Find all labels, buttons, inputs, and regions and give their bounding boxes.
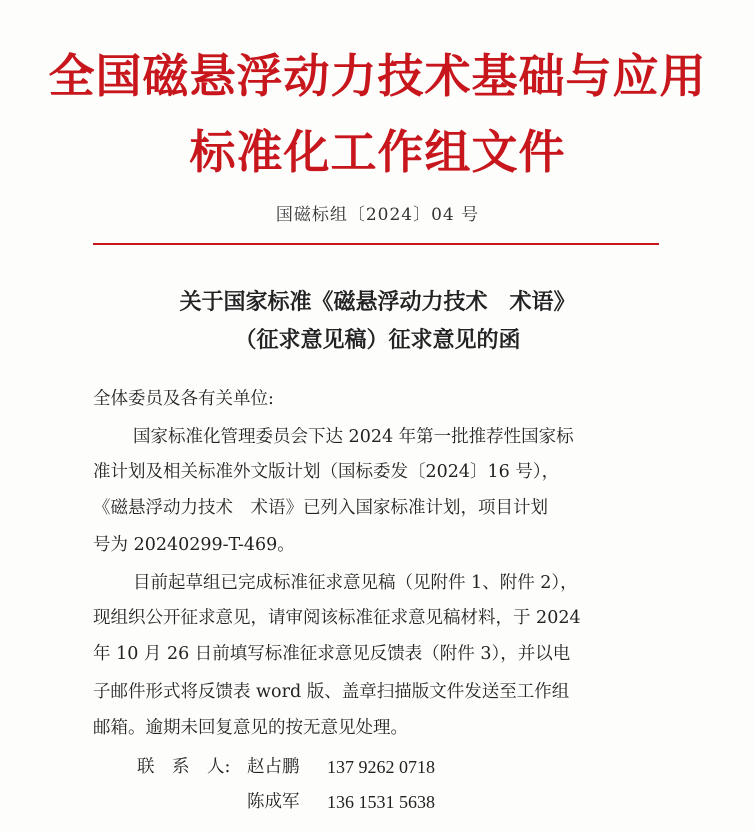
paragraph2-line: 年 10 月 26 日前填写标准征求意见反馈表（附件 3），并以电	[93, 644, 571, 664]
contact-name: 赵占鹏	[247, 757, 300, 777]
contact-phone: 137 9262 0718	[327, 757, 435, 777]
paragraph1-line: 国家标准化管理委员会下达 2024 年第一批推荐性国家标	[133, 427, 574, 447]
contact-label: 联 系 人:	[137, 757, 231, 777]
subject-line2: （征求意见稿）征求意见的函	[234, 328, 521, 353]
salutation: 全体委员及各有关单位:	[93, 389, 274, 409]
header-divider	[93, 243, 659, 245]
paragraph1-line: 号为 20240299-T-469。	[93, 535, 295, 555]
paragraph2-line: 现组织公开征求意见，请审阅该标准征求意见稿材料，于 2024	[93, 608, 581, 628]
subject-line1: 关于国家标准《磁悬浮动力技术 术语》	[179, 290, 576, 315]
document-header-title-line2: 标准化工作组文件	[189, 125, 566, 179]
contact-name: 陈成军	[247, 792, 300, 812]
paragraph2-line: 邮箱。逾期未回复意见的按无意见处理。	[93, 718, 408, 738]
paragraph1-line: 《磁悬浮动力技术 术语》已列入国家标准计划，项目计划	[93, 498, 548, 518]
paragraph2-line: 子邮件形式将反馈表 word 版、盖章扫描版文件发送至工作组	[93, 682, 570, 702]
document-number: 国磁标组〔2024〕04 号	[275, 205, 480, 225]
paragraph1-line: 准计划及相关标准外文版计划（国标委发〔2024〕16 号），	[93, 462, 560, 482]
contact-phone: 136 1531 5638	[327, 792, 435, 812]
paragraph2-line: 目前起草组已完成标准征求意见稿（见附件 1、附件 2），	[133, 573, 578, 593]
document-header-title-line1: 全国磁悬浮动力技术基础与应用	[48, 49, 707, 103]
